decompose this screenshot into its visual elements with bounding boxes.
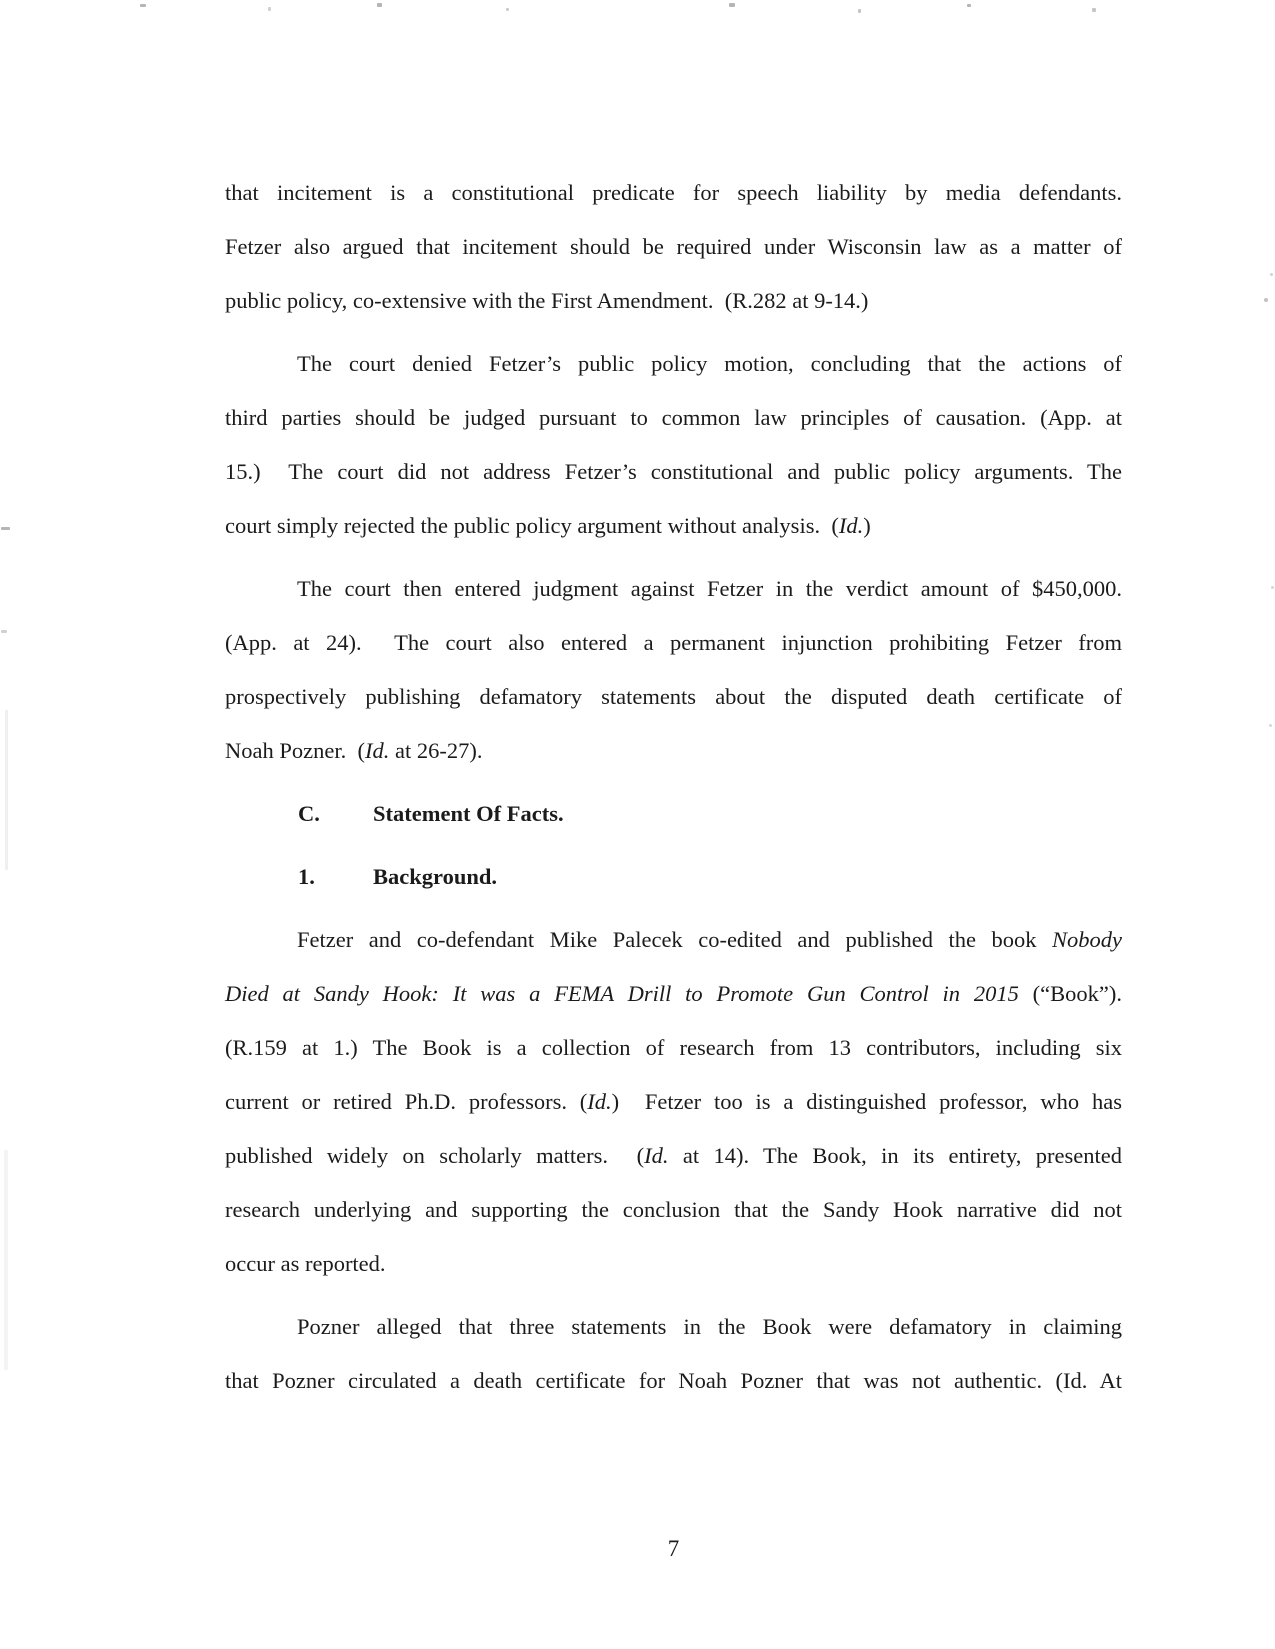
heading-label: Statement Of Facts. xyxy=(373,801,564,826)
text-run: (R.159 at 1.) The Book is a collection of research from 13 contributors, including six xyxy=(225,1035,1122,1060)
paragraph-court-denied-motion xyxy=(225,337,1122,553)
text-line xyxy=(225,967,1122,1021)
text-line xyxy=(225,274,1122,328)
text-line xyxy=(225,166,1122,220)
text-line xyxy=(225,499,1122,553)
text-run: at 26-27). xyxy=(389,738,483,763)
scan-artifact xyxy=(1264,298,1268,302)
scan-artifact xyxy=(4,1150,8,1370)
heading-background xyxy=(225,850,1122,904)
scan-artifact xyxy=(1271,586,1274,589)
text-line xyxy=(225,616,1122,670)
text-run: research underlying and supporting the conclusion that the Sandy Hook narrative did not xyxy=(225,1197,1122,1222)
text-run: The court then entered judgment against Fetzer in the verdict amount of $450,000. xyxy=(297,576,1122,601)
scan-artifact xyxy=(140,4,146,7)
scan-artifact xyxy=(1269,724,1272,727)
scan-artifact xyxy=(268,7,271,11)
text-line xyxy=(225,913,1122,967)
scan-artifact xyxy=(858,9,861,13)
text-run: that Pozner circulated a death certificate for Noah Pozner that was not authentic. (Id. At xyxy=(225,1368,1122,1393)
text-line xyxy=(225,670,1122,724)
italic-text-run: Id. xyxy=(364,738,390,763)
text-line xyxy=(225,1183,1122,1237)
paragraph-book-published xyxy=(225,913,1122,1291)
text-run: 15.) The court did not address Fetzer’s constitutional and public policy arguments. The xyxy=(225,459,1122,484)
text-run: Fetzer also argued that incitement should be required under Wisconsin law as a matter of xyxy=(225,234,1122,259)
text-run: prospectively publishing defamatory statements about the disputed death certificate of xyxy=(225,684,1122,709)
italic-text-run: Id. xyxy=(838,513,864,538)
scan-artifact xyxy=(1,527,10,530)
scan-artifact xyxy=(967,4,971,7)
scan-artifact xyxy=(729,3,735,7)
italic-text-run: Died at Sandy Hook: It was a FEMA Drill to Promote Gun Control in 2015 xyxy=(225,981,1019,1006)
text-run: court simply rejected the public policy argument without analysis. ( xyxy=(225,513,839,538)
text-run: that incitement is a constitutional predicate for speech liability by media defendants. xyxy=(225,180,1122,205)
text-run: published widely on scholarly matters. ( xyxy=(225,1143,645,1168)
text-run: at 14). The Book, in its entirety, presented xyxy=(668,1143,1122,1168)
page-number: 7 xyxy=(667,1536,680,1561)
heading-statement-of-facts xyxy=(225,787,1122,841)
text-line xyxy=(225,220,1122,274)
text-run: current or retired Ph.D. professors. ( xyxy=(225,1089,588,1114)
text-line xyxy=(225,1354,1122,1408)
text-line xyxy=(225,337,1122,391)
scan-artifact xyxy=(1,630,7,633)
text-run: Fetzer and co-defendant Mike Palecek co-edited and published the book xyxy=(297,927,1052,952)
heading-label: Background. xyxy=(373,864,498,889)
scan-artifact xyxy=(506,8,509,11)
text-line xyxy=(225,1021,1122,1075)
text-run: Noah Pozner. ( xyxy=(225,738,365,763)
paragraph-incitement xyxy=(225,166,1122,328)
text-run: occur as reported. xyxy=(225,1251,386,1276)
italic-text-run: Id. xyxy=(644,1143,669,1168)
document-body xyxy=(225,166,1122,1417)
text-run: third parties should be judged pursuant to common law principles of causation. (App. at xyxy=(225,405,1122,430)
text-line xyxy=(225,1300,1122,1354)
paragraph-judgment-entered xyxy=(225,562,1122,778)
heading-number: 1. xyxy=(298,864,315,889)
text-line xyxy=(225,562,1122,616)
text-run: Pozner alleged that three statements in the Book were defamatory in claiming xyxy=(297,1314,1122,1339)
scan-artifact xyxy=(1092,8,1096,12)
italic-text-run: Id. xyxy=(587,1089,612,1114)
text-line xyxy=(225,391,1122,445)
scan-artifact xyxy=(377,3,382,7)
text-run: ) xyxy=(863,513,871,538)
text-run: (“Book”). xyxy=(1018,981,1123,1006)
text-run: The court denied Fetzer’s public policy motion, concluding that the actions of xyxy=(297,351,1122,376)
text-line xyxy=(225,1237,1122,1291)
text-line xyxy=(225,1075,1122,1129)
heading-number: C. xyxy=(298,801,320,826)
text-run: (App. at 24). The court also entered a permanent injunction prohibiting Fetzer from xyxy=(225,630,1122,655)
text-run: public policy, co-extensive with the First Amendment. (R.282 at 9-14.) xyxy=(225,288,869,313)
text-line xyxy=(225,1129,1122,1183)
scan-artifact xyxy=(1270,273,1273,276)
text-run: ) Fetzer too is a distinguished professor, who has xyxy=(611,1089,1122,1114)
scan-artifact xyxy=(5,710,8,870)
italic-text-run: Nobody xyxy=(1052,927,1122,952)
text-line xyxy=(225,445,1122,499)
text-line xyxy=(225,724,1122,778)
paragraph-pozner-alleged xyxy=(225,1300,1122,1408)
